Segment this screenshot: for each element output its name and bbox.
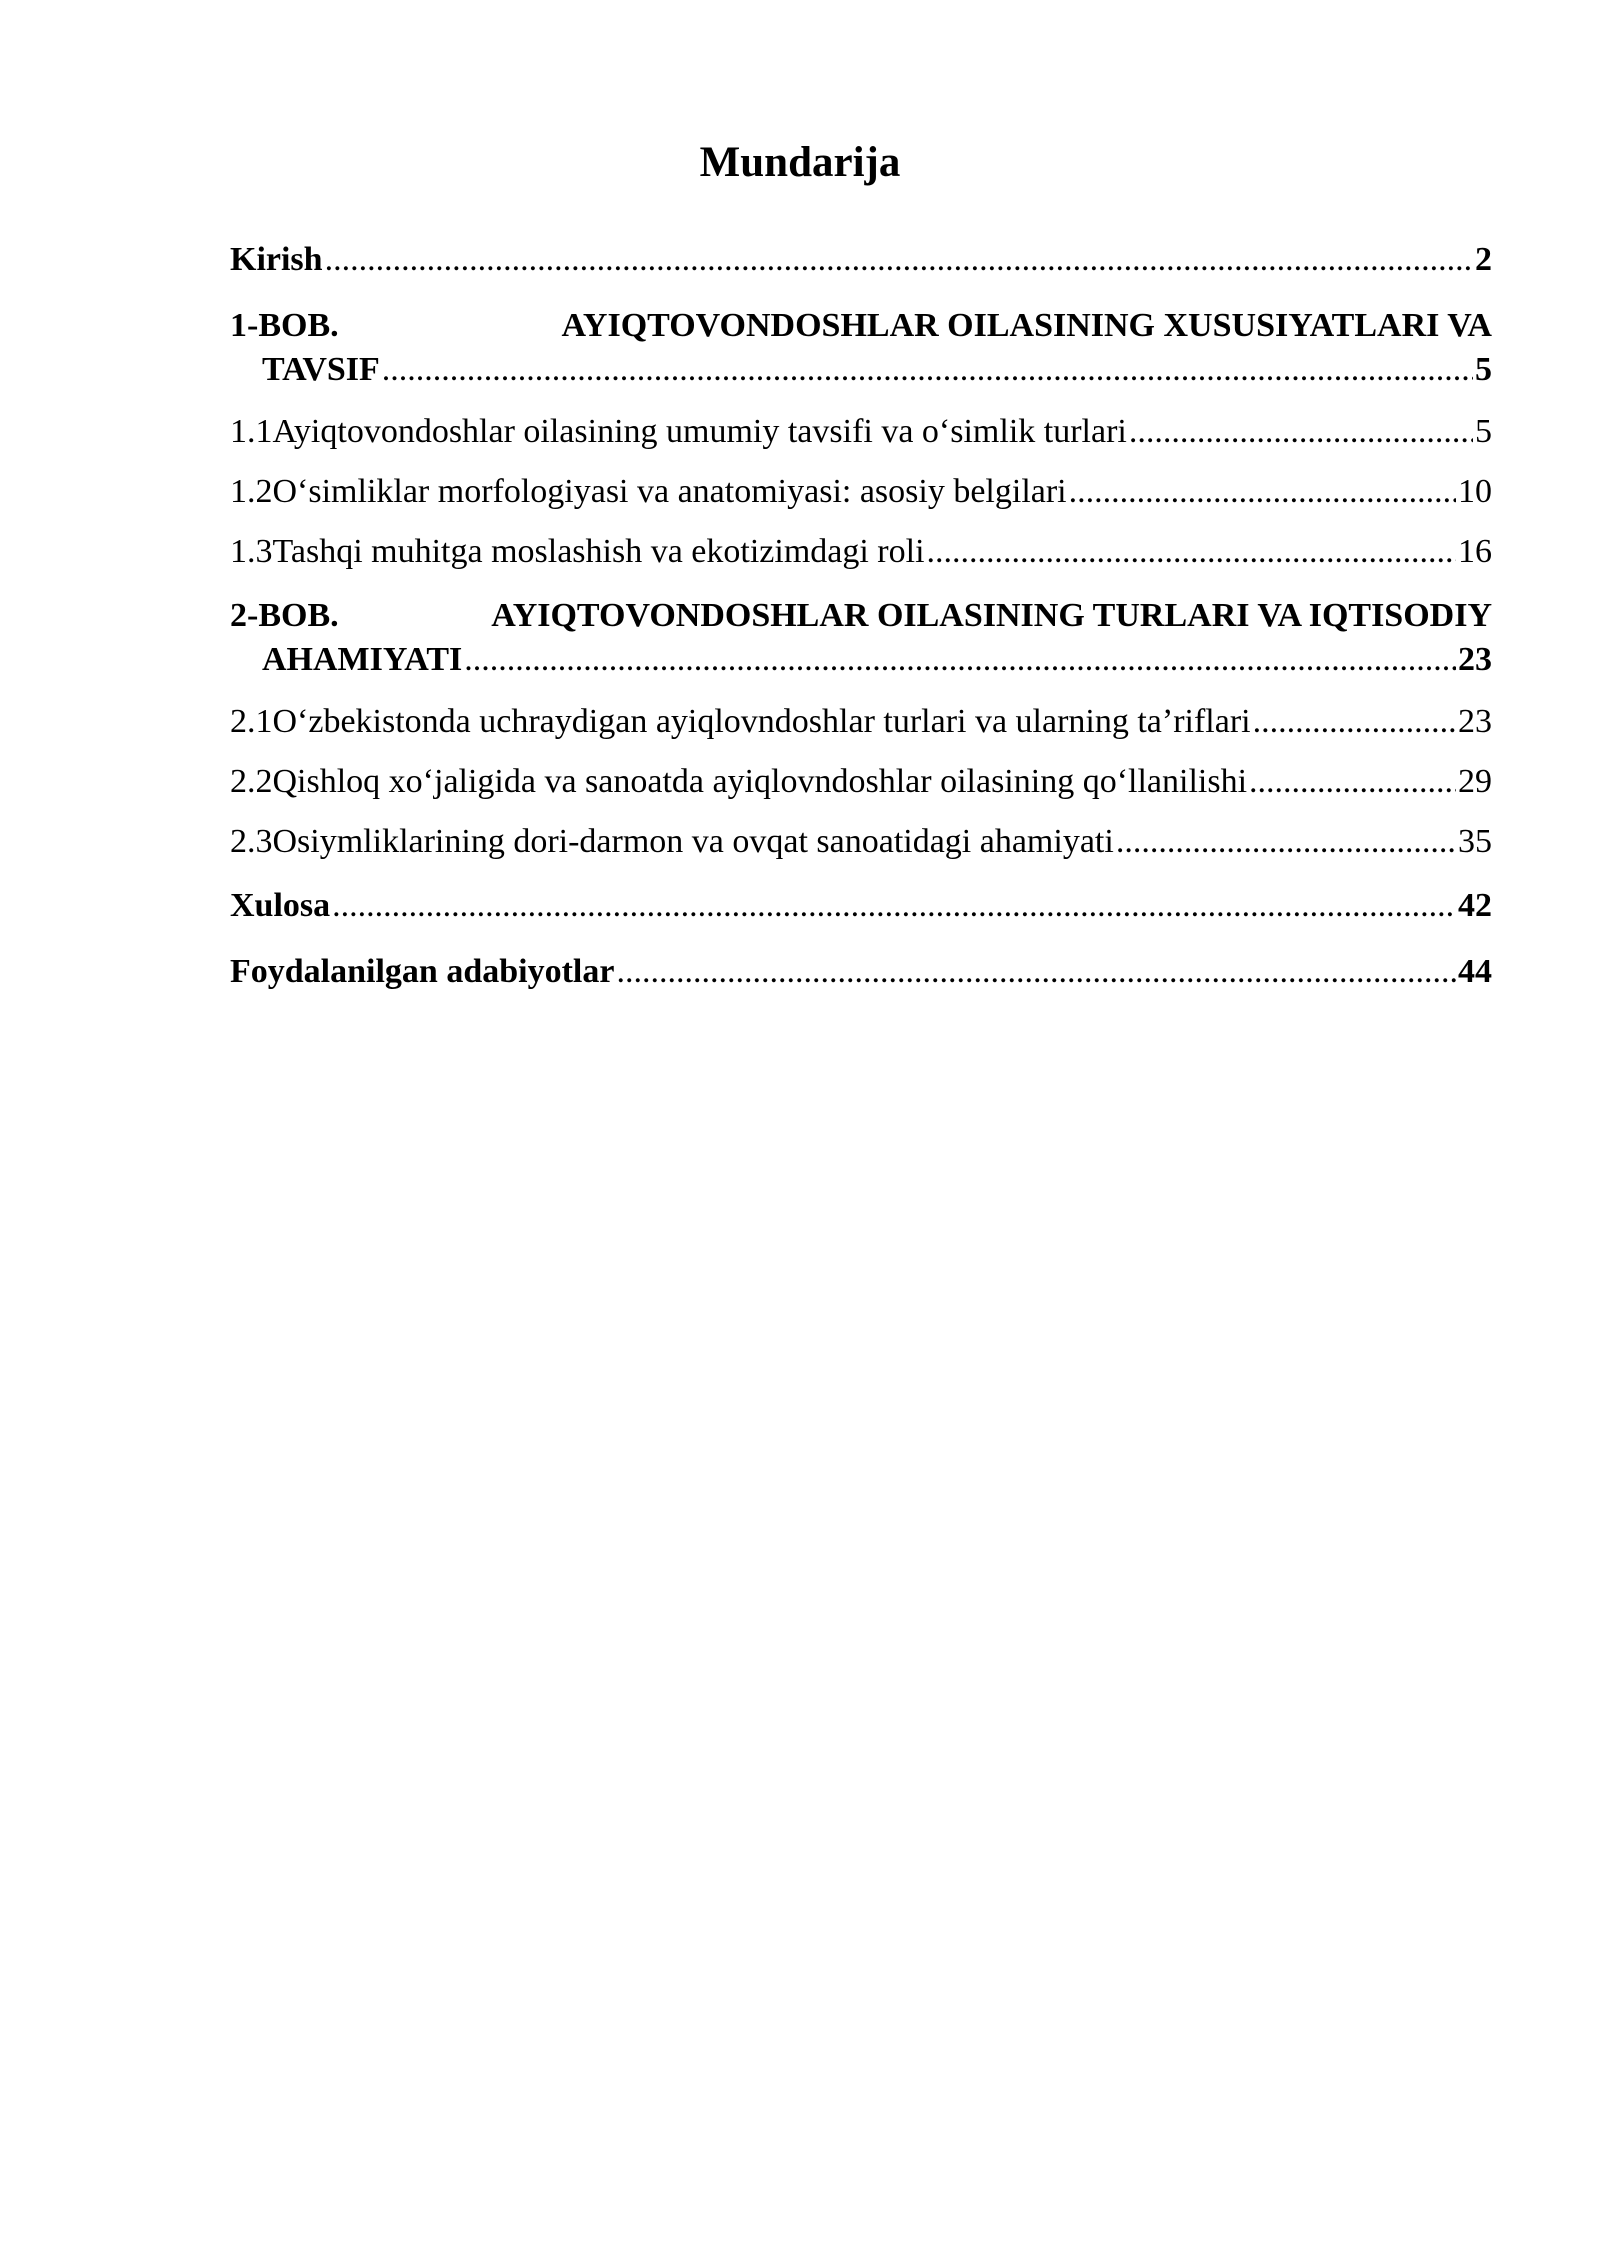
toc-page-number: 5 [1475, 413, 1492, 450]
toc-entry-label: Qishloq xoʻjaligida va sanoatda ayiqlovndoshlar oilasining qoʻllanilishi [272, 763, 1248, 800]
toc-entry-2-1[interactable] [230, 700, 1492, 744]
section-number: 1.3 [230, 533, 273, 570]
chapter-title-line-1: AYIQTOVONDOSHLAR OILASINING XUSUSIYATLARI VA [561, 307, 1492, 344]
toc-page-number: 23 [1458, 641, 1492, 678]
toc-page-number: 29 [1458, 763, 1492, 800]
dot-leader [332, 884, 1456, 928]
toc-page-number: 42 [1458, 887, 1492, 924]
dot-leader [1069, 470, 1456, 514]
toc-entry-1-2[interactable] [230, 470, 1492, 514]
chapter-heading-line [230, 304, 1492, 348]
section-number: 1.2 [230, 473, 273, 510]
chapter-number: 1-BOB. [230, 307, 339, 344]
dot-leader [464, 638, 1456, 682]
chapter-title-line-2: AHAMIYATI [262, 641, 463, 678]
toc-entry-label: Oʻsimliklar morfologiyasi va anatomiyasi: asosiy belgilari [272, 473, 1067, 510]
toc-entry-label: Osiymliklarining dori-darmon va ovqat sanoatidagi ahamiyati [272, 823, 1114, 860]
dot-leader [1249, 760, 1456, 804]
section-number: 2.1 [230, 703, 273, 740]
chapter-title-line-2: TAVSIF [262, 351, 380, 388]
dot-leader [382, 348, 1473, 392]
toc-entry-label: Xulosa [230, 887, 331, 924]
page-title: Mundarija [699, 139, 901, 186]
toc-entry-2-3[interactable] [230, 820, 1492, 864]
toc-entry-label: Oʻzbekistonda uchraydigan ayiqlovndoshlar turlari va ularning taʼriflari [272, 703, 1251, 740]
dot-leader [927, 530, 1456, 574]
dot-leader [1253, 700, 1456, 744]
toc-entry-1-1[interactable] [230, 410, 1492, 454]
section-number: 1.1 [230, 413, 273, 450]
dot-leader [325, 238, 1473, 282]
toc-entry-label: Foydalanilgan adabiyotlar [230, 953, 615, 990]
toc-entry-chapter-1[interactable] [230, 304, 1492, 392]
table-of-contents [230, 238, 1492, 994]
section-number: 2.2 [230, 763, 273, 800]
chapter-title-line-1: AYIQTOVONDOSHLAR OILASINING TURLARI VA IQTISODIY [491, 597, 1492, 634]
toc-page-number: 5 [1475, 351, 1492, 388]
section-number: 2.3 [230, 823, 273, 860]
toc-page-number: 44 [1458, 953, 1492, 990]
toc-entry-label: Ayiqtovondoshlar oilasining umumiy tavsifi va oʻsimlik turlari [272, 413, 1127, 450]
dot-leader [1116, 820, 1456, 864]
chapter-heading-line [230, 594, 1492, 638]
dot-leader [1129, 410, 1473, 454]
toc-entry-references[interactable] [230, 950, 1492, 994]
toc-entry-label: Kirish [230, 241, 323, 278]
chapter-number: 2-BOB. [230, 597, 339, 634]
toc-page-number: 16 [1458, 533, 1492, 570]
toc-entry-label: Tashqi muhitga moslashish va ekotizimdagi roli [272, 533, 925, 570]
toc-entry-2-2[interactable] [230, 760, 1492, 804]
toc-entry-1-3[interactable] [230, 530, 1492, 574]
toc-page-number: 23 [1458, 703, 1492, 740]
toc-page-number: 10 [1458, 473, 1492, 510]
toc-page-number: 35 [1458, 823, 1492, 860]
toc-entry-chapter-2[interactable] [230, 594, 1492, 682]
toc-entry-kirish[interactable] [230, 238, 1492, 282]
toc-page-number: 2 [1475, 241, 1492, 278]
dot-leader [616, 950, 1456, 994]
toc-entry-xulosa[interactable] [230, 884, 1492, 928]
